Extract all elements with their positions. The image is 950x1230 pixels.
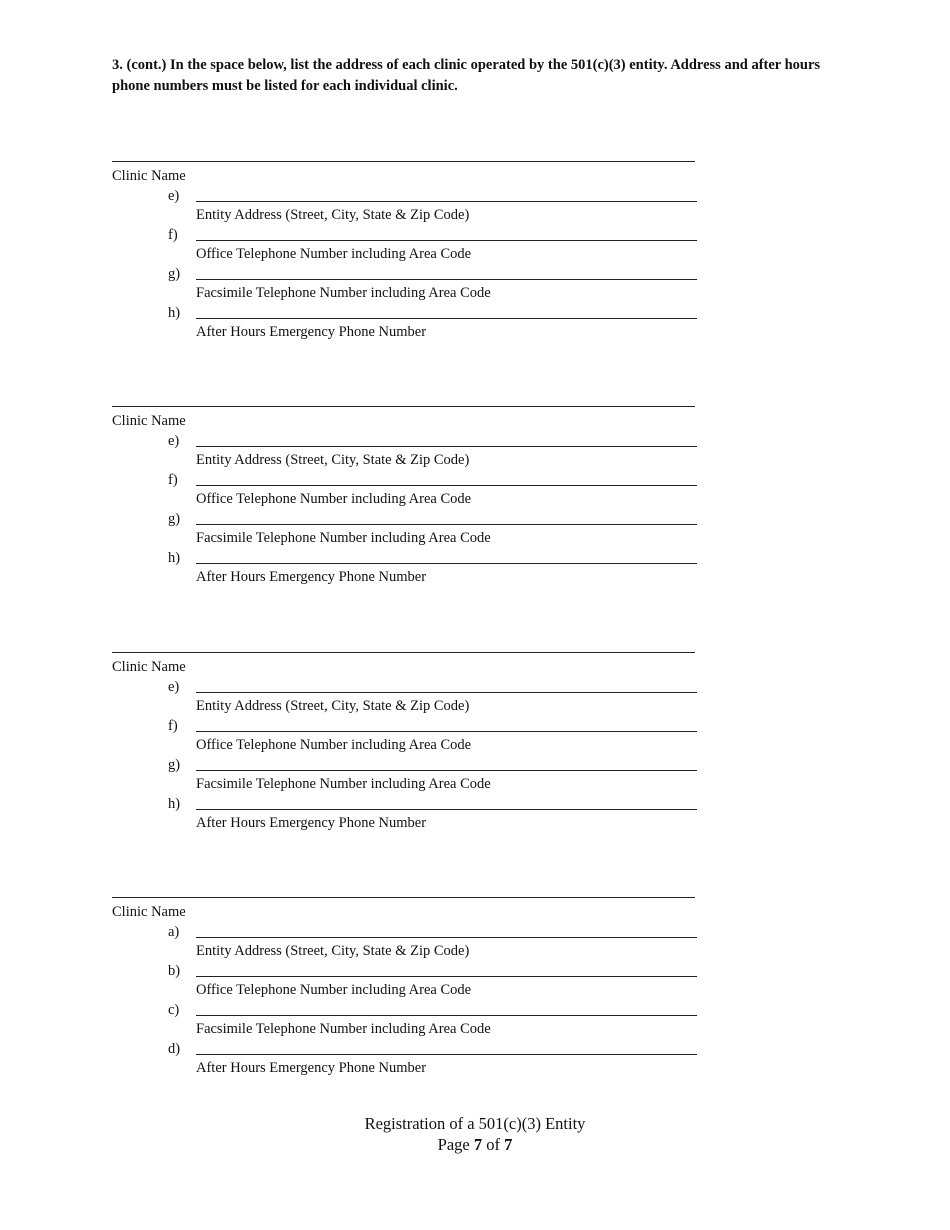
fax-number-input-line[interactable] xyxy=(196,770,697,771)
field-letter: h) xyxy=(168,305,181,321)
field-letter: e) xyxy=(168,679,180,695)
entity-address-input-line[interactable] xyxy=(196,692,697,693)
office-phone-input-line[interactable] xyxy=(196,485,697,486)
clinic-name-label: Clinic Name xyxy=(112,168,186,184)
field-letter: b) xyxy=(168,963,181,979)
total-pages: 7 xyxy=(504,1135,513,1154)
clinic-block-2 xyxy=(112,406,712,606)
entity-address-label: Entity Address (Street, City, State & Zip Code) xyxy=(196,698,470,714)
office-phone-input-line[interactable] xyxy=(196,240,697,241)
field-letter: d) xyxy=(168,1041,181,1057)
fax-number-label: Facsimile Telephone Number including Area Code xyxy=(196,285,491,301)
entity-address-input-line[interactable] xyxy=(196,937,697,938)
field-letter: g) xyxy=(168,757,181,773)
page-footer xyxy=(0,1113,950,1155)
clinic-name-input-line[interactable] xyxy=(112,652,695,653)
field-letter: h) xyxy=(168,796,181,812)
field-letter: g) xyxy=(168,266,181,282)
field-letter: a) xyxy=(168,924,180,940)
after-hours-phone-input-line[interactable] xyxy=(196,1054,697,1055)
after-hours-phone-input-line[interactable] xyxy=(196,318,697,319)
office-phone-label: Office Telephone Number including Area Code xyxy=(196,737,472,753)
office-phone-label: Office Telephone Number including Area Code xyxy=(196,246,472,262)
fax-number-label: Facsimile Telephone Number including Area Code xyxy=(196,776,491,792)
footer-title: Registration of a 501(c)(3) Entity xyxy=(364,1114,586,1133)
field-letter: e) xyxy=(168,188,180,204)
after-hours-phone-label: After Hours Emergency Phone Number xyxy=(196,815,427,831)
field-letter: e) xyxy=(168,433,180,449)
clinic-block-4 xyxy=(112,897,712,1097)
field-letter: f) xyxy=(168,227,178,243)
after-hours-phone-label: After Hours Emergency Phone Number xyxy=(196,1060,427,1076)
after-hours-phone-label: After Hours Emergency Phone Number xyxy=(196,569,427,585)
after-hours-phone-input-line[interactable] xyxy=(196,563,697,564)
office-phone-label: Office Telephone Number including Area Code xyxy=(196,982,472,998)
entity-address-label: Entity Address (Street, City, State & Zip Code) xyxy=(196,452,470,468)
entity-address-input-line[interactable] xyxy=(196,201,697,202)
field-letter: c) xyxy=(168,1002,180,1018)
fax-number-input-line[interactable] xyxy=(196,1015,697,1016)
office-phone-input-line[interactable] xyxy=(196,976,697,977)
field-letter: g) xyxy=(168,511,181,527)
field-letter: h) xyxy=(168,550,181,566)
of-word: of xyxy=(486,1135,500,1154)
after-hours-phone-label: After Hours Emergency Phone Number xyxy=(196,324,427,340)
after-hours-phone-input-line[interactable] xyxy=(196,809,697,810)
clinic-name-label: Clinic Name xyxy=(112,659,186,675)
fax-number-input-line[interactable] xyxy=(196,524,697,525)
clinic-block-3 xyxy=(112,652,712,852)
clinic-name-input-line[interactable] xyxy=(112,406,695,407)
page-word: Page xyxy=(437,1135,470,1154)
fax-number-input-line[interactable] xyxy=(196,279,697,280)
clinic-block-1 xyxy=(112,161,712,361)
fax-number-label: Facsimile Telephone Number including Area Code xyxy=(196,530,491,546)
entity-address-input-line[interactable] xyxy=(196,446,697,447)
clinic-name-input-line[interactable] xyxy=(112,897,695,898)
clinic-name-input-line[interactable] xyxy=(112,161,695,162)
page-number xyxy=(0,1134,950,1155)
clinic-name-label: Clinic Name xyxy=(112,413,186,429)
clinic-name-label: Clinic Name xyxy=(112,904,186,920)
field-letter: f) xyxy=(168,472,178,488)
office-phone-input-line[interactable] xyxy=(196,731,697,732)
entity-address-label: Entity Address (Street, City, State & Zip Code) xyxy=(196,207,470,223)
office-phone-label: Office Telephone Number including Area Code xyxy=(196,491,472,507)
instructions-paragraph: 3. (cont.) In the space below, list the address of each clinic operated by the 501(c)(3) entity. Address and after hours phone numbers must be listed for each individual clinic. xyxy=(112,57,821,94)
fax-number-label: Facsimile Telephone Number including Area Code xyxy=(196,1021,491,1037)
field-letter: f) xyxy=(168,718,178,734)
entity-address-label: Entity Address (Street, City, State & Zip Code) xyxy=(196,943,470,959)
current-page: 7 xyxy=(473,1135,483,1154)
